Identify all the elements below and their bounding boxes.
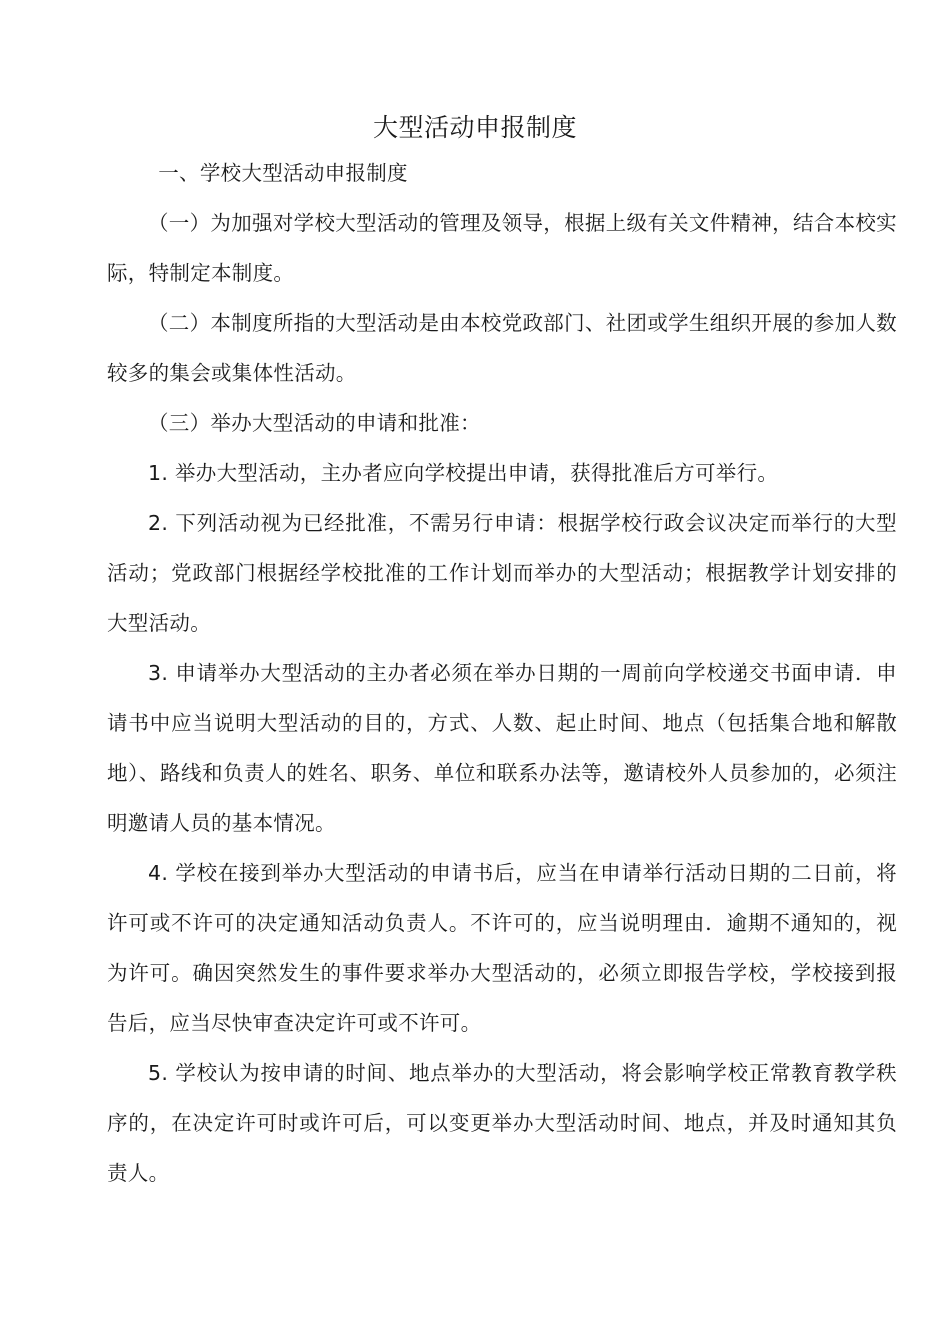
section-heading: 一、学校大型活动申报制度 [158, 161, 408, 185]
paragraph-7: 4. 学校在接到举办大型活动的申请书后，应当在申请举行活动日期的二日前，将许可或不许可的决定通知活动负责人。不许可的，应当说明理由．逾期不通知的，视为许可。确因突然发生的事件要求举办大型活动的，必须立即报告学校，学校接到报告后，应当尽快审查决定许可或不许可。 [107, 861, 897, 1035]
paragraph-1: （一）为加强对学校大型活动的管理及领导，根据上级有关文件精神，结合本校实际，特制定本制度。 [107, 211, 897, 285]
paragraph-3: （三）举办大型活动的申请和批准： [148, 411, 481, 435]
paragraph-5: 2. 下列活动视为已经批准，不需另行申请：根据学校行政会议决定而举行的大型活动；党政部门根据经学校批准的工作计划而举办的大型活动；根据教学计划安排的大型活动。 [107, 511, 897, 635]
paragraph-8: 5. 学校认为按申请的时间、地点举办的大型活动，将会影响学校正常教育教学秩序的，在决定许可时或许可后，可以变更举办大型活动时间、地点，并及时通知其负责人。 [107, 1061, 897, 1185]
document-body [107, 148, 897, 1198]
paragraph-6: 3. 申请举办大型活动的主办者必须在举办日期的一周前向学校递交书面申请．申请书中应当说明大型活动的目的，方式、人数、起止时间、地点（包括集合地和解散地）、路线和负责人的姓名、职务、单位和联系办法等，邀请校外人员参加的，必须注明邀请人员的基本情况。 [107, 661, 897, 835]
paragraph-2: （二）本制度所指的大型活动是由本校党政部门、社团或学生组织开展的参加人数较多的集会或集体性活动。 [107, 311, 897, 385]
paragraph-4: 1. 举办大型活动，主办者应向学校提出申请，获得批准后方可举行。 [148, 461, 779, 485]
document-title: 大型活动申报制度 [372, 113, 577, 142]
